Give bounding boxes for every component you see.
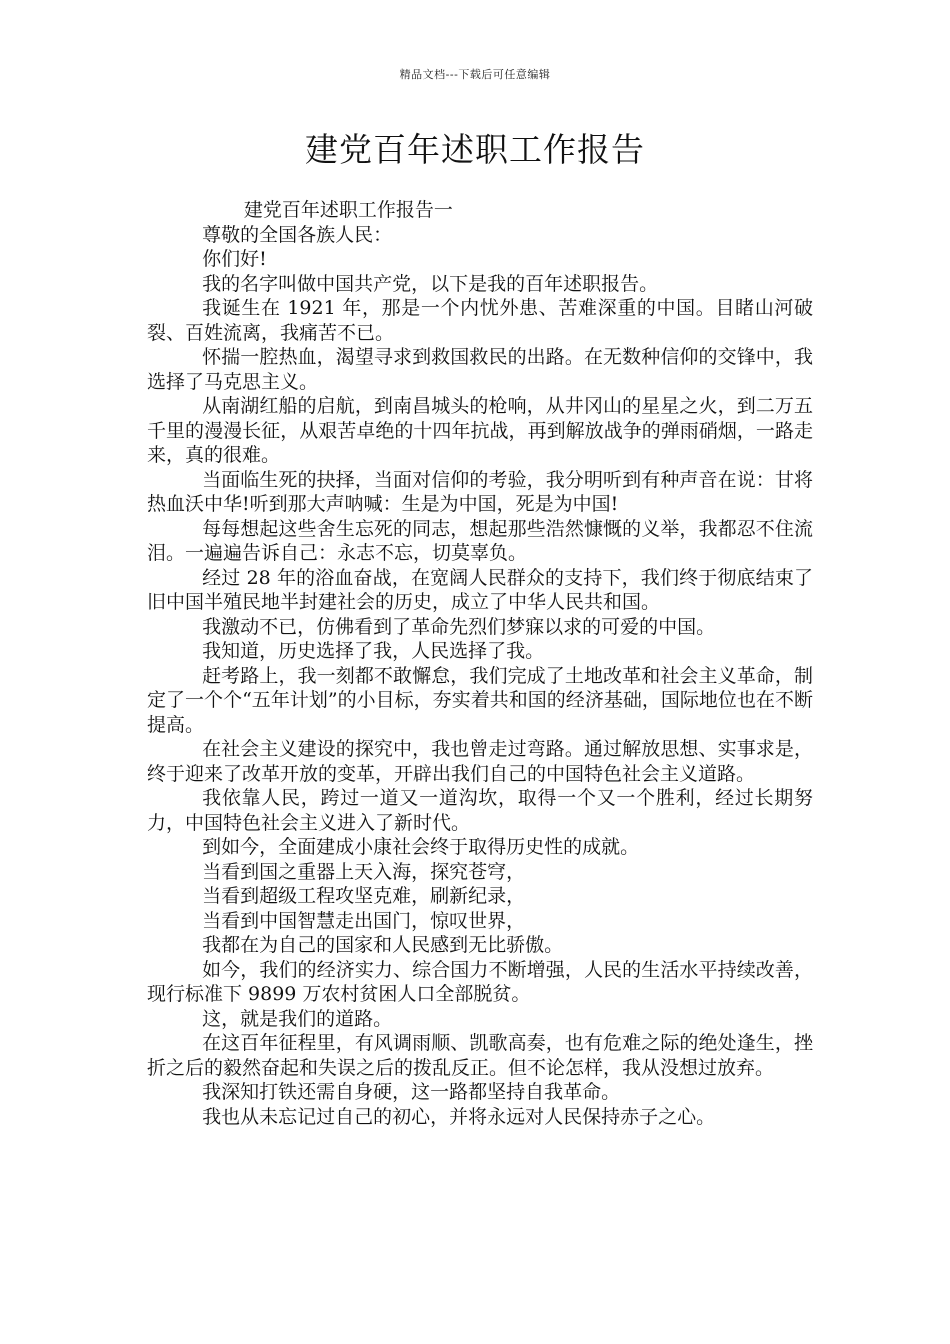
paragraph: 在这百年征程里，有风调雨顺、凯歌高奏，也有危难之际的绝处逢生，挫折之后的毅然奋起和失误之后的拨乱反正。但不论怎样，我从没想过放弃。	[147, 1032, 813, 1079]
paragraph-greeting: 你们好!	[202, 248, 267, 270]
document-title: 建党百年述职工作报告	[305, 130, 645, 169]
paragraph: 赶考路上，我一刻都不敢懈怠，我们完成了土地改革和社会主义革命，制定了一个个“五年计划”的小目标，夯实着共和国的经济基础，国际地位也在不断提高。	[147, 664, 813, 736]
paragraph: 我都在为自己的国家和人民感到无比骄傲。	[202, 934, 564, 956]
paragraph: 我深知打铁还需自身硬，这一路都坚持自我革命。	[202, 1081, 621, 1103]
paragraph: 我的名字叫做中国共产党，以下是我的百年述职报告。	[202, 272, 659, 295]
paragraph: 从南湖红船的启航，到南昌城头的枪响，从井冈山的星星之火，到二万五千里的漫漫长征，从艰苦卓绝的十四年抗战，再到解放战争的弹雨硝烟，一路走来，真的很难。	[147, 395, 813, 466]
paragraph: 在社会主义建设的探究中，我也曾走过弯路。通过解放思想、实事求是，终于迎来了改革开放的变革，开辟出我们自己的中国特色社会主义道路。	[147, 738, 813, 785]
paragraph: 当看到中国智慧走出国门，惊叹世界，	[202, 909, 526, 932]
section-subtitle: 建党百年述职工作报告一	[243, 199, 453, 221]
document-body	[147, 198, 813, 1129]
paragraph: 当看到超级工程攻坚克难，刷新纪录，	[202, 885, 526, 907]
paragraph: 我激动不已，仿佛看到了革命先烈们梦寐以求的可爱的中国。	[202, 615, 716, 638]
paragraph: 我依靠人民，跨过一道又一道沟坎，取得一个又一个胜利，经过长期努力，中国特色社会主义进入了新时代。	[147, 787, 813, 834]
paragraph: 经过 28 年的浴血奋战，在宽阔人民群众的支持下，我们终于彻底结束了旧中国半殖民地半封建社会的历史，成立了中华人民共和国。	[147, 566, 813, 613]
paragraph: 这，就是我们的道路。	[202, 1007, 393, 1030]
paragraph: 当面临生死的抉择，当面对信仰的考验，我分明听到有种声音在说：甘将热血沃中华!听到那大声呐喊：生是为中国，死是为中国!	[147, 468, 813, 515]
paragraph: 每每想起这些舍生忘死的同志，想起那些浩然慷慨的义举，我都忍不住流泪。一遍遍告诉自己：永志不忘，切莫辜负。	[147, 517, 813, 564]
paragraph: 如今，我们的经济实力、综合国力不断增强，人民的生活水平持续改善，现行标准下 9899 万农村贫困人口全部脱贫。	[147, 958, 813, 1005]
header-note: 精品文档---下载后可任意编辑	[399, 68, 551, 81]
paragraph: 我知道，历史选择了我，人民选择了我。	[202, 640, 545, 662]
paragraph: 怀揣一腔热血，渴望寻求到救国救民的出路。在无数种信仰的交锋中，我选择了马克思主义。	[147, 346, 813, 393]
paragraph: 当看到国之重器上天入海，探究苍穹，	[202, 860, 526, 883]
paragraph: 到如今，全面建成小康社会终于取得历史性的成就。	[202, 836, 640, 858]
paragraph: 我也从未忘记过自己的初心，并将永远对人民保持赤子之心。	[202, 1105, 716, 1128]
paragraph: 我诞生在 1921 年，那是一个内忧外患、苦难深重的中国。目睹山河破裂、百姓流离，我痛苦不已。	[147, 297, 813, 344]
paragraph-salutation: 尊敬的全国各族人民：	[202, 223, 393, 246]
